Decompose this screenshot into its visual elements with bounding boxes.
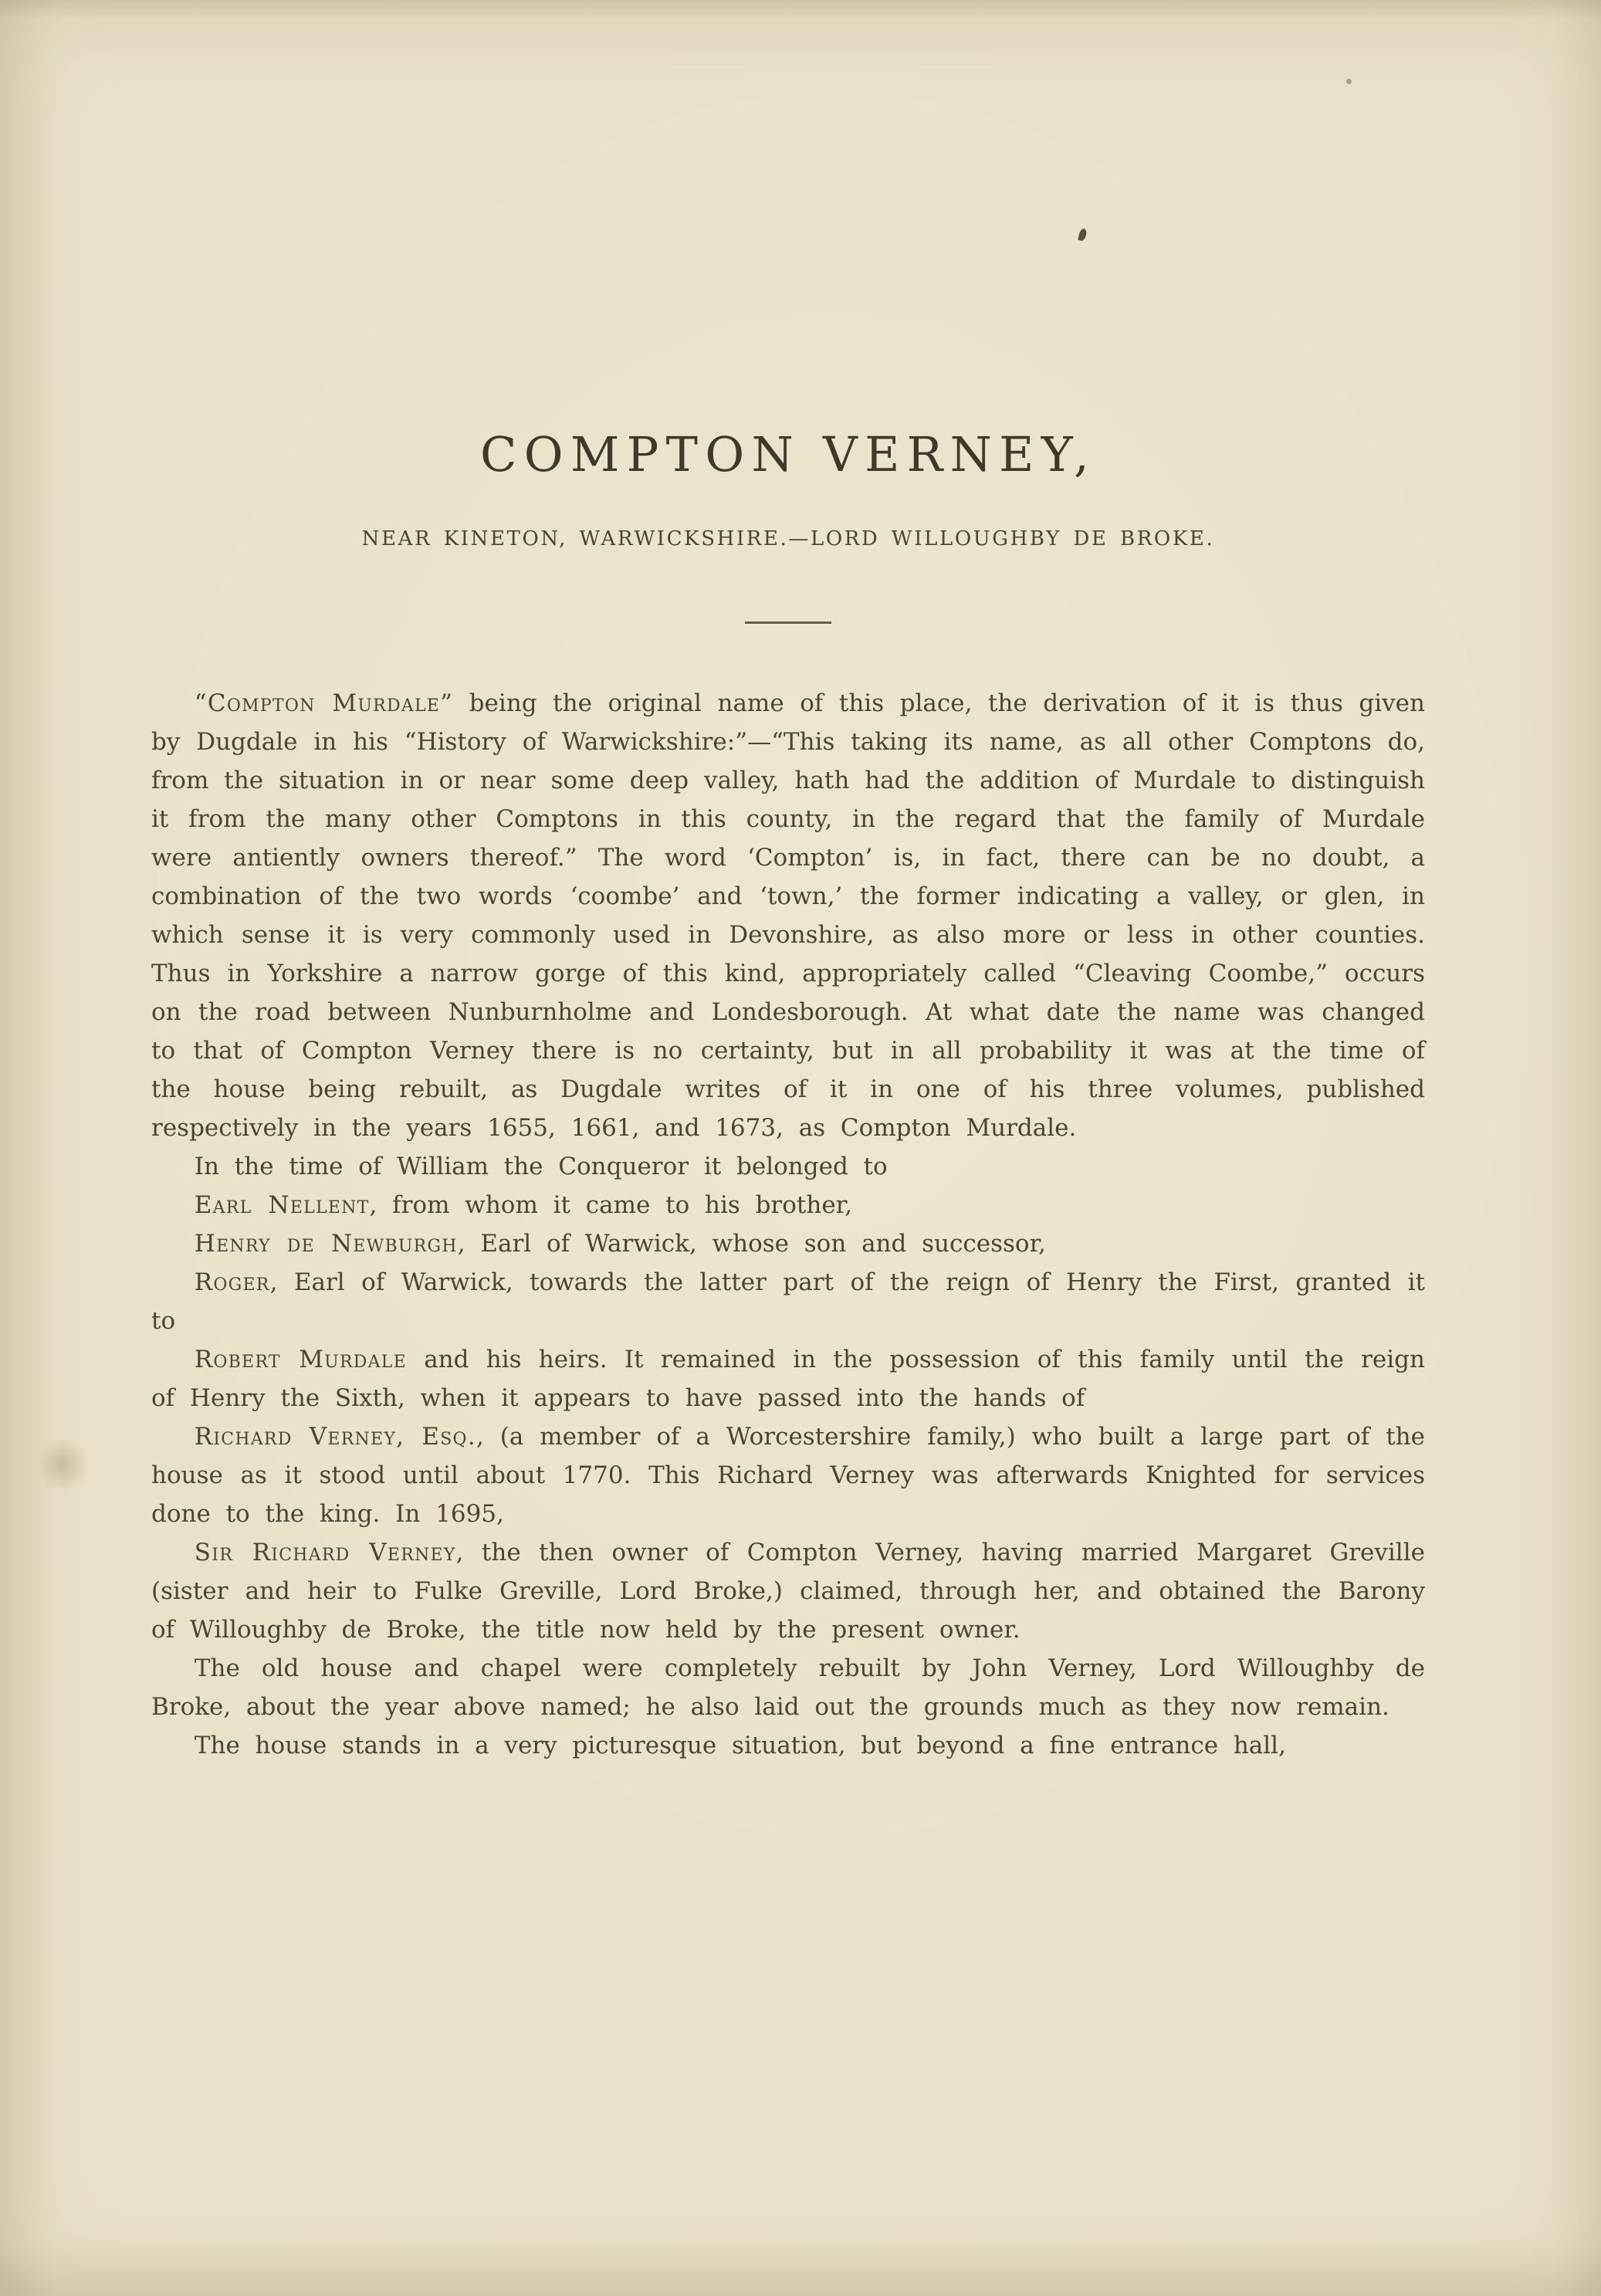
- divider-rule: [745, 621, 831, 624]
- small-caps-lead: Roger: [194, 1268, 270, 1296]
- small-caps-lead: Henry de Newburgh: [194, 1230, 458, 1258]
- paragraph: [151, 684, 1425, 1147]
- paragraph-text: , the then owner of Compton Verney, having married Margaret Greville (sister and heir to Fulke Greville, Lord Broke,) claimed, through her, and obtained the Barony of Willoughby de Broke, the title now held by the present owner.: [151, 1539, 1425, 1644]
- paper-smudge: [36, 1438, 90, 1492]
- paragraph: [151, 1224, 1425, 1263]
- paragraph: [151, 1263, 1425, 1340]
- paragraph-text: The house stands in a very picturesque situation, but beyond a fine entrance hall,: [194, 1732, 1286, 1759]
- paragraph: [151, 1147, 1425, 1186]
- page-title: COMPTON VERNEY,: [480, 426, 1096, 483]
- paragraph-text: In the time of William the Conqueror it belonged to: [194, 1153, 888, 1180]
- page-content: [151, 0, 1425, 1765]
- paragraph-text: , (a member of a Worcestershire family,) who built a large part of the house as it stood until about 1770. This Richard Verney was afterwards Knighted for services done to the king. In 1695,: [151, 1423, 1425, 1528]
- paragraph-text: The old house and chapel were completely rebuilt by John Verney, Lord Willoughby de Broke, about the year above named; he also laid out the grounds much as they now remain.: [151, 1654, 1425, 1721]
- paragraph: [151, 1649, 1425, 1726]
- paragraph: [151, 1186, 1425, 1224]
- paragraph: [151, 1417, 1425, 1533]
- paragraph-text: , Earl of Warwick, whose son and successor,: [457, 1230, 1046, 1258]
- paragraph-text: and his heirs. It remained in the possession of this family until the reign of Henry the Sixth, when it appears to have passed into the hands of: [151, 1346, 1425, 1412]
- paragraph: [151, 1726, 1425, 1765]
- paragraph: [151, 1533, 1425, 1649]
- paragraph-text: being the original name of this place, the derivation of it is thus given by Dugdale in his “History of Warwickshire:”—“This taking its name, as all other Comptons do, from the situation in or near some deep valley, hath had the addition of Murdale to distinguish it from the many other Comptons in this county, in the regard that the family of Murdale were antiently owners thereof.” The word ‘Compton’ is, in fact, there can be no doubt, a combination of the two words ‘coombe’ and ‘town,’ the former indicating a valley, or glen, in which sense it is very commonly used in Devonshire, as also more or less in other counties. Thus in Yorkshire a narrow gorge of this kind, appropriately called “Cleaving Coombe,” occurs on the road between Nunburnholme and Londesborough. At what date the name was changed to that of Compton Verney there is no certainty, but in all probability it was at the time of the house being rebuilt, as Dugdale writes of it in one of his three volumes, published respectively in the years 1655, 1661, and 1673, as Compton Murdale.: [151, 689, 1425, 1142]
- small-caps-lead: “Compton Murdale”: [194, 689, 454, 717]
- paragraph-text: , from whom it came to his brother,: [369, 1191, 852, 1219]
- small-caps-lead: Richard Verney, Esq.: [194, 1423, 476, 1451]
- paragraph: [151, 1340, 1425, 1417]
- small-caps-lead: Robert Murdale: [194, 1346, 407, 1373]
- page-subtitle: NEAR KINETON, WARWICKSHIRE.—LORD WILLOUGHBY DE BROKE.: [361, 527, 1215, 550]
- small-caps-lead: Sir Richard Verney: [194, 1539, 456, 1566]
- paragraph-text: , Earl of Warwick, towards the latter part of the reign of Henry the First, granted it to: [151, 1268, 1425, 1335]
- body-text: [151, 684, 1425, 1765]
- small-caps-lead: Earl Nellent: [194, 1191, 370, 1219]
